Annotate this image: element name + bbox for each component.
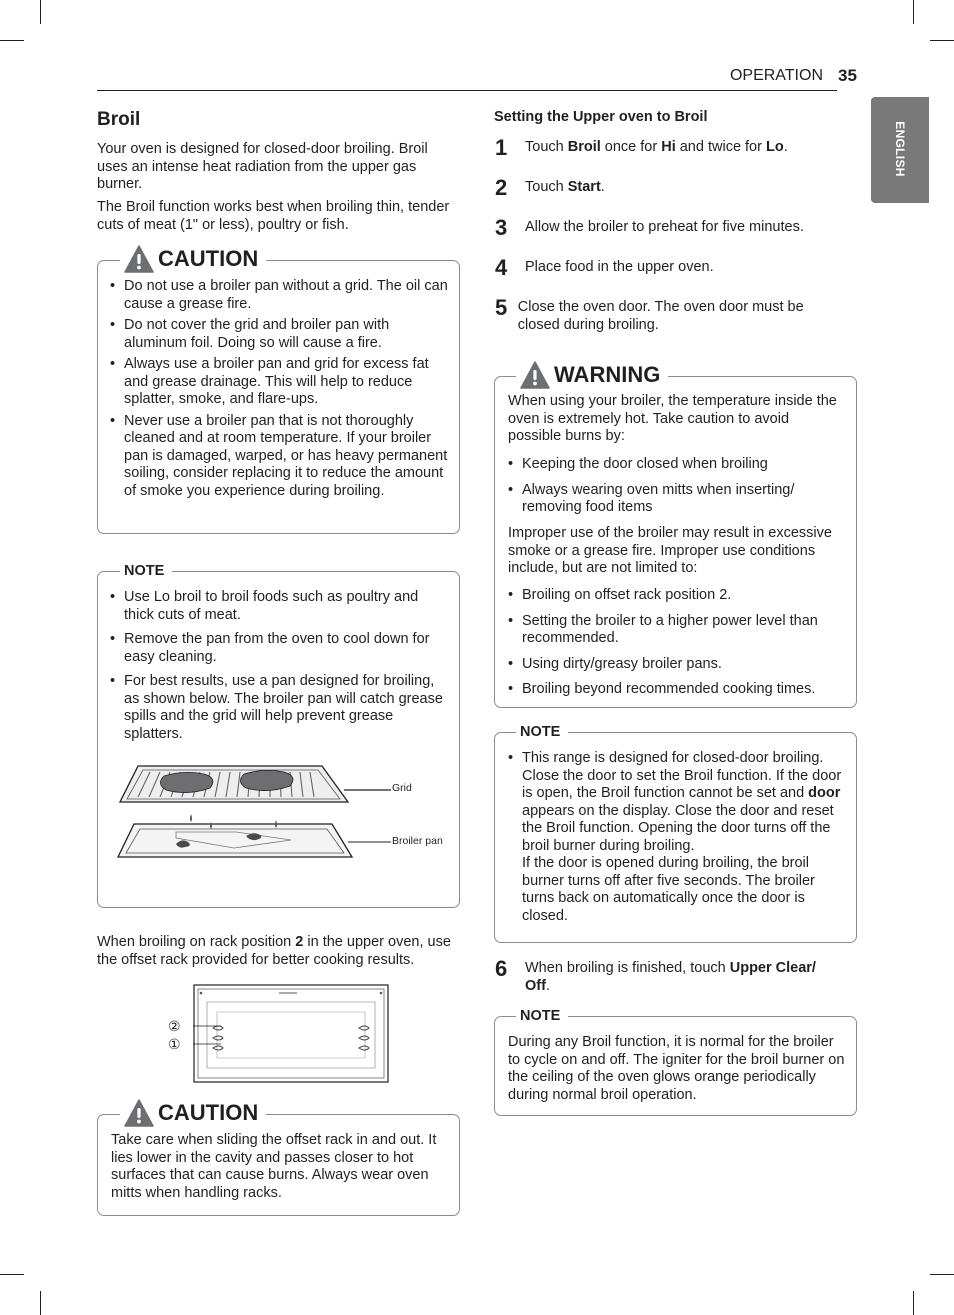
- step-text: [525, 960, 840, 995]
- crop-mark: [913, 0, 914, 24]
- rack-text-after: in the upper oven, use the offset rack provided for better cooking results.: [97, 934, 451, 968]
- step-text: [525, 179, 605, 199]
- warning-item: • Setting the broiler to a higher power level than recommended.: [508, 613, 844, 648]
- step-number: 4: [495, 255, 508, 280]
- step-6-post: .: [545, 977, 550, 994]
- broil-key: Broil: [567, 139, 601, 155]
- step-text: Place food in the upper oven.: [525, 259, 714, 275]
- note-box-2: [494, 732, 857, 943]
- broil-heading: Broil: [97, 109, 141, 130]
- note-box-1: [97, 571, 460, 908]
- caution-header-2: [120, 1098, 266, 1128]
- door-display-word: door: [808, 785, 841, 801]
- note-header-3: [516, 1007, 568, 1025]
- page-number: 35: [838, 66, 857, 85]
- caution-box-2: [97, 1114, 460, 1216]
- note-2-text-a: This range is designed for closed-door broiling. Close the door to set the Broil function. If the door is open, the Broil function cannot be set and: [522, 750, 842, 801]
- warning-title: WARNING: [554, 362, 661, 387]
- step-number: 5: [495, 295, 508, 320]
- step-3: [495, 215, 845, 240]
- note-item: • Remove the pan from the oven to cool down for easy cleaning.: [110, 631, 448, 666]
- warning-triangle-icon: [520, 361, 550, 389]
- warning-triangle-icon: [124, 1099, 154, 1127]
- warning-item: • Using dirty/greasy broiler pans.: [508, 656, 844, 674]
- step-text: Allow the broiler to preheat for five minutes.: [525, 219, 804, 235]
- step-number: 2: [495, 175, 508, 200]
- section-title: OPERATION: [729, 67, 823, 84]
- step-number: 1: [495, 135, 508, 160]
- intro-paragraph-2: The Broil function works best when broiling thin, tender cuts of meat (1" or less), poultry or fish.: [97, 199, 450, 233]
- warning-item: • Keeping the door closed when broiling: [508, 456, 844, 474]
- caution-item: • Never use a broiler pan that is not thoroughly cleaned and at room temperature. If your broiler pan is damaged, warped, or has heavy permanent soiling, consider replacing it to reduce the amount of smoke you experience during broiling.: [110, 413, 448, 501]
- warning-middle: Improper use of the broiler may result in excessive smoke or a grease fire. Improper use conditions include, but are not limited to:: [508, 525, 832, 576]
- note-header-2: [516, 723, 568, 741]
- step-1-post: .: [783, 139, 788, 155]
- crop-mark: [40, 0, 41, 24]
- note-title: NOTE: [520, 724, 561, 740]
- warning-item: • Always wearing oven mitts when inserting/ removing food items: [508, 482, 844, 517]
- caution-header-1: [120, 244, 266, 274]
- note-title: NOTE: [124, 563, 165, 579]
- step-6: [495, 956, 845, 995]
- crop-mark: [930, 1274, 954, 1275]
- caution-title: CAUTION: [158, 246, 259, 271]
- crop-mark: [0, 40, 24, 41]
- caution-box-1: [97, 260, 460, 534]
- note-item: • For best results, use a pan designed for broiling, as shown below. The broiler pan will catch grease spills and the grid will help prevent grease splatters.: [110, 673, 448, 743]
- step-4: [495, 255, 845, 280]
- caution-item: • Always use a broiler pan and grid for excess fat and grease drainage. This will help to reduce splatter, smoke, and flare-ups.: [110, 356, 448, 409]
- warning-intro: When using your broiler, the temperature inside the oven is extremely hot. Take caution to avoid possible burns by:: [508, 393, 837, 444]
- note-item: • Use Lo broil to broil foods such as poultry and thick cuts of meat.: [110, 589, 448, 624]
- caution-2-text: Take care when sliding the offset rack in and out. It lies lower in the cavity and passes closer to hot surfaces that can cause burns. Always wear oven mitts when handling racks.: [111, 1132, 437, 1201]
- broiler-pan-illustration: [116, 762, 396, 874]
- step-6-pre: When broiling is finished, touch: [525, 960, 730, 976]
- header-rule: [97, 90, 837, 91]
- step-1: [495, 135, 845, 160]
- warning-header: [516, 360, 668, 390]
- note-2-text-c: If the door is opened during broiling, the broil burner turns off after five seconds. The broiler turns back on automatically once the door is closed.: [522, 855, 815, 924]
- caution-title: CAUTION: [158, 1100, 259, 1125]
- hi-level: Hi: [661, 139, 676, 155]
- caution-item: • Do not cover the grid and broiler pan with aluminum foil. Doing so will cause a fire.: [110, 317, 448, 352]
- rack-position-paragraph: [97, 934, 465, 969]
- warning-item: • Broiling beyond recommended cooking times.: [508, 681, 844, 699]
- step-1-pre: Touch: [525, 139, 568, 155]
- steps-heading: Setting the Upper oven to Broil: [494, 109, 708, 125]
- note-title: NOTE: [520, 1008, 561, 1024]
- step-1-mid: once for: [600, 139, 662, 155]
- step-2: [495, 175, 845, 200]
- upper-clear-off-key: Upper Clear/ Off: [525, 960, 816, 994]
- note-list-1: [110, 589, 448, 743]
- broiler-pan-label: Broiler pan: [392, 835, 443, 847]
- step-2-pre: Touch: [525, 179, 568, 195]
- step-1-mid2: and twice for: [675, 139, 766, 155]
- step-number: 3: [495, 215, 508, 240]
- caution-item: • Do not use a broiler pan without a grid. The oil can cause a grease fire.: [110, 278, 448, 313]
- caution-list-1: [110, 278, 448, 500]
- grid-label: Grid: [392, 782, 412, 794]
- intro-paragraph-1: Your oven is designed for closed-door broiling. Broil uses an intense heat radiation from the upper gas burner.: [97, 141, 428, 192]
- rack-position-number: 2: [295, 934, 304, 950]
- rack-position-1-label: ①: [168, 1036, 181, 1052]
- oven-rack-illustration: [193, 984, 389, 1084]
- rack-position-2-label: ②: [168, 1018, 181, 1034]
- note-list-2: [508, 750, 846, 925]
- note-3-text: During any Broil function, it is normal for the broiler to cycle on and off. The igniter for the broil burner on the ceiling of the oven glows orange periodically during normal broil operation.: [508, 1034, 845, 1103]
- step-text: [525, 139, 788, 159]
- note-item: [508, 750, 846, 925]
- crop-mark: [930, 40, 954, 41]
- language-tab-label: ENGLISH: [893, 121, 907, 177]
- warning-item: • Broiling on offset rack position 2.: [508, 587, 844, 605]
- step-2-post: .: [600, 179, 605, 195]
- note-box-3: [494, 1016, 857, 1116]
- lo-level: Lo: [765, 139, 784, 155]
- warning-box: [494, 376, 857, 708]
- language-tab: [871, 97, 929, 203]
- start-key: Start: [567, 179, 601, 195]
- warning-triangle-icon: [124, 245, 154, 273]
- crop-mark: [913, 1291, 914, 1315]
- crop-mark: [40, 1291, 41, 1315]
- note-2-text-b: appears on the display. Close the door and reset the Broil function. Opening the door turns off the broil burner during broiling.: [522, 802, 834, 854]
- note-header-1: [120, 562, 172, 580]
- crop-mark: [0, 1274, 24, 1275]
- step-text: Close the oven door. The oven door must be closed during broiling.: [517, 299, 804, 333]
- warning-list-2: [508, 587, 844, 699]
- step-5: [495, 295, 845, 334]
- step-number: 6: [495, 956, 508, 981]
- rack-text-before: When broiling on rack position: [97, 934, 296, 950]
- warning-list-1: [508, 456, 844, 517]
